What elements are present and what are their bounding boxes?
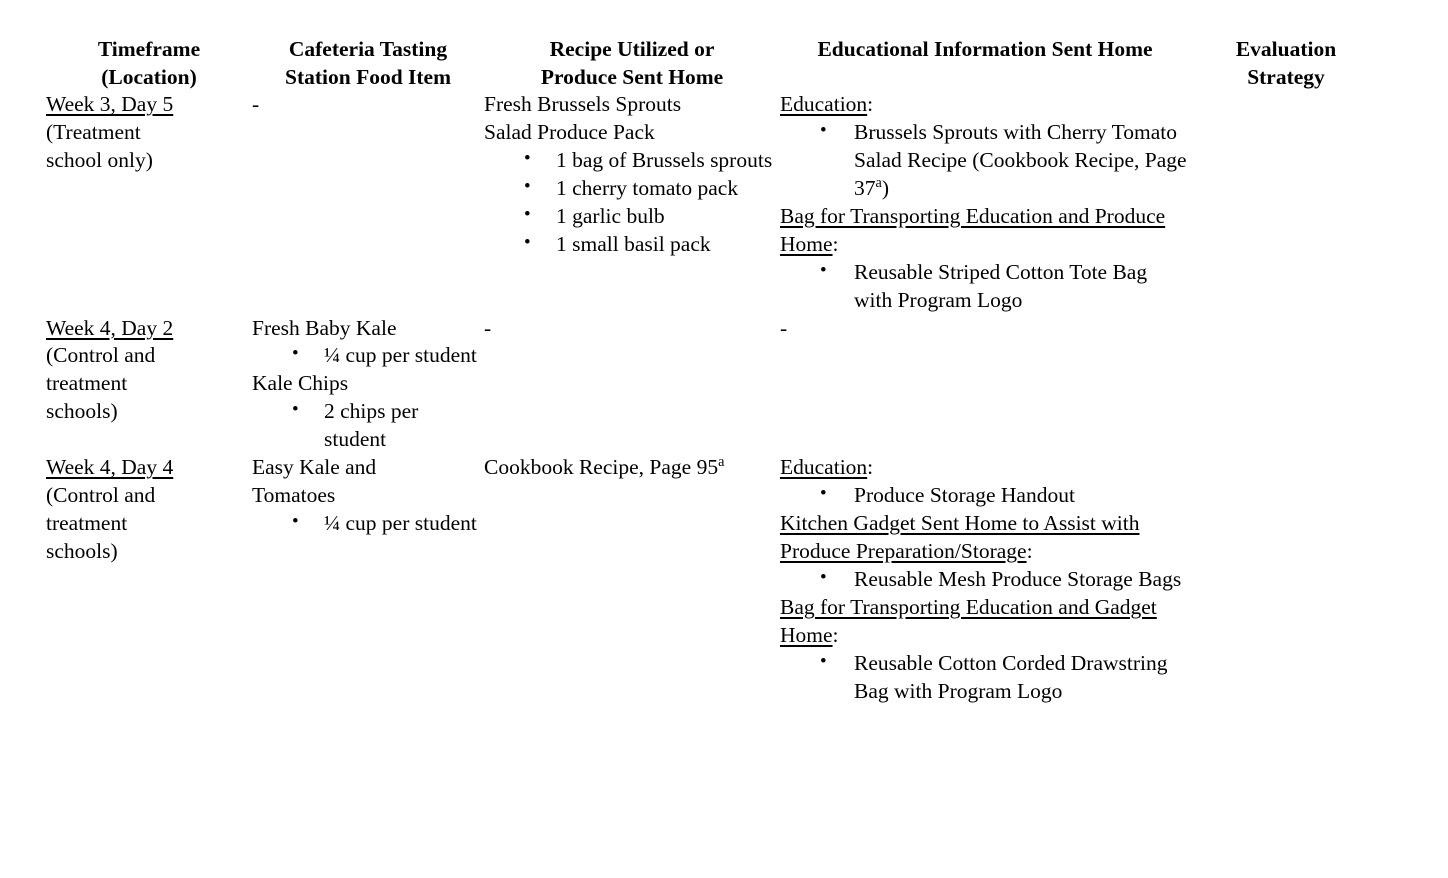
footnote-marker: a (875, 174, 882, 191)
list-item: • 1 cherry tomato pack (484, 175, 780, 203)
section-heading-suffix: : (832, 622, 839, 647)
cell-cafeteria-item (252, 315, 484, 455)
empty-dash: - (780, 315, 788, 340)
list-item: • 1 bag of Brussels sprouts (484, 147, 780, 175)
list-item (780, 119, 1190, 203)
food-group-title: Fresh Baby Kale (252, 315, 397, 340)
timeframe-location-line-1: (Control and (46, 343, 156, 368)
section-heading-bag-transport (780, 203, 1190, 259)
section-heading-suffix: : (1026, 539, 1033, 564)
column-header-evaluation-strategy (1190, 36, 1382, 91)
column-header-cafeteria-tasting (252, 36, 484, 91)
timeframe-week: Week 4, Day 2 (46, 315, 174, 340)
cell-educational-information (780, 454, 1190, 705)
timeframe-location-line-2: treatment (46, 371, 128, 396)
list-item: • Produce Storage Handout (780, 482, 1190, 510)
timeframe-week: Week 3, Day 5 (46, 92, 174, 117)
section-heading-education (780, 91, 1190, 119)
education-list (780, 482, 1190, 510)
section-heading-text: Bag for Transporting Education and Produce Home (780, 203, 1166, 256)
section-heading-education (780, 454, 1190, 482)
column-header-recipe-produce (484, 36, 780, 91)
list-item: • ¼ cup per student (252, 342, 484, 370)
header-line-2: (Location) (101, 64, 197, 89)
timeframe-location-line-3: schools) (46, 539, 118, 564)
section-heading-bag-transport (780, 594, 1190, 650)
cell-evaluation-strategy (1190, 315, 1382, 455)
timeframe-location-line-2: school only) (46, 147, 153, 172)
produce-pack-title-line-2: Salad Produce Pack (484, 119, 655, 144)
table-row (46, 315, 1382, 455)
cell-recipe-produce (484, 454, 780, 705)
recipe-reference-text: Cookbook Recipe, Page 95 (484, 455, 719, 480)
table-row (46, 91, 1382, 315)
header-line-2: Strategy (1247, 64, 1325, 89)
section-heading-text: Bag for Transporting Education and Gadget Home (780, 594, 1157, 647)
list-item-text: Brussels Sprouts with Cherry Tomato Salad Recipe (Cookbook Recipe, Page 37 (854, 119, 1187, 200)
list-item: • 1 small basil pack (484, 231, 780, 259)
timeframe-week: Week 4, Day 4 (46, 455, 174, 480)
section-heading-text: Kitchen Gadget Sent Home to Assist with Produce Preparation/Storage (780, 511, 1140, 564)
cell-educational-information (780, 315, 1190, 455)
list-item (780, 259, 1190, 315)
cell-timeframe (46, 315, 252, 455)
education-list (780, 119, 1190, 203)
column-header-timeframe (46, 36, 252, 91)
list-item-text: Reusable Striped Cotton Tote Bag with Program Logo (854, 259, 1148, 312)
list-item: • 2 chips per student (252, 398, 484, 454)
list-item: • Reusable Mesh Produce Storage Bags (780, 566, 1190, 594)
cell-cafeteria-item (252, 91, 484, 315)
produce-pack-list (484, 147, 780, 259)
header-line-2: Produce Sent Home (540, 64, 724, 89)
cell-timeframe (46, 454, 252, 705)
list-item-text-after: ) (881, 175, 889, 200)
section-heading-suffix: : (832, 231, 839, 256)
food-group-list (252, 510, 484, 538)
table-container (46, 36, 1382, 706)
section-heading-text: Education (780, 92, 868, 117)
bag-list (780, 259, 1190, 315)
food-group-list (252, 342, 484, 370)
list-item: • 1 garlic bulb (484, 203, 780, 231)
timeframe-location-line-1: (Control and (46, 483, 156, 508)
food-group-title: Kale Chips (252, 371, 349, 396)
food-group-title-line-1: Easy Kale and (252, 455, 377, 480)
empty-dash: - (252, 92, 260, 117)
recipe-reference (484, 454, 780, 482)
food-group-title-line-2: Tomatoes (252, 483, 336, 508)
study-schedule-table (46, 36, 1382, 706)
header-line-1: Educational Information Sent Home (817, 37, 1153, 61)
section-heading-text: Education (780, 455, 868, 480)
section-heading-kitchen-gadget (780, 510, 1190, 566)
timeframe-location-line-1: (Treatment (46, 119, 141, 144)
section-heading-suffix: : (867, 455, 874, 480)
cell-recipe-produce (484, 315, 780, 455)
header-line-1: Recipe Utilized or (549, 37, 715, 61)
bag-list (780, 650, 1190, 706)
header-line-2: Station Food Item (284, 64, 452, 89)
empty-dash: - (484, 315, 492, 340)
timeframe-location-line-2: treatment (46, 511, 128, 536)
cell-timeframe (46, 91, 252, 315)
table-row (46, 454, 1382, 705)
food-group-list (252, 398, 484, 454)
footnote-marker: a (718, 454, 725, 471)
table-header-row (46, 36, 1382, 91)
cell-evaluation-strategy (1190, 91, 1382, 315)
cell-cafeteria-item (252, 454, 484, 705)
header-line-1: Evaluation (1235, 37, 1337, 61)
kitchen-gadget-list (780, 566, 1190, 594)
list-item: • ¼ cup per student (252, 510, 484, 538)
header-line-1: Cafeteria Tasting (288, 37, 448, 61)
list-item: • Reusable Cotton Corded Drawstring Bag with Program Logo (780, 650, 1190, 706)
header-line-1: Timeframe (97, 37, 201, 61)
cell-evaluation-strategy (1190, 454, 1382, 705)
timeframe-location-line-3: schools) (46, 399, 118, 424)
produce-pack-title-line-1: Fresh Brussels Sprouts (484, 92, 682, 117)
cell-educational-information (780, 91, 1190, 315)
section-heading-suffix: : (867, 92, 874, 117)
cell-recipe-produce (484, 91, 780, 315)
column-header-educational-information (780, 36, 1190, 91)
